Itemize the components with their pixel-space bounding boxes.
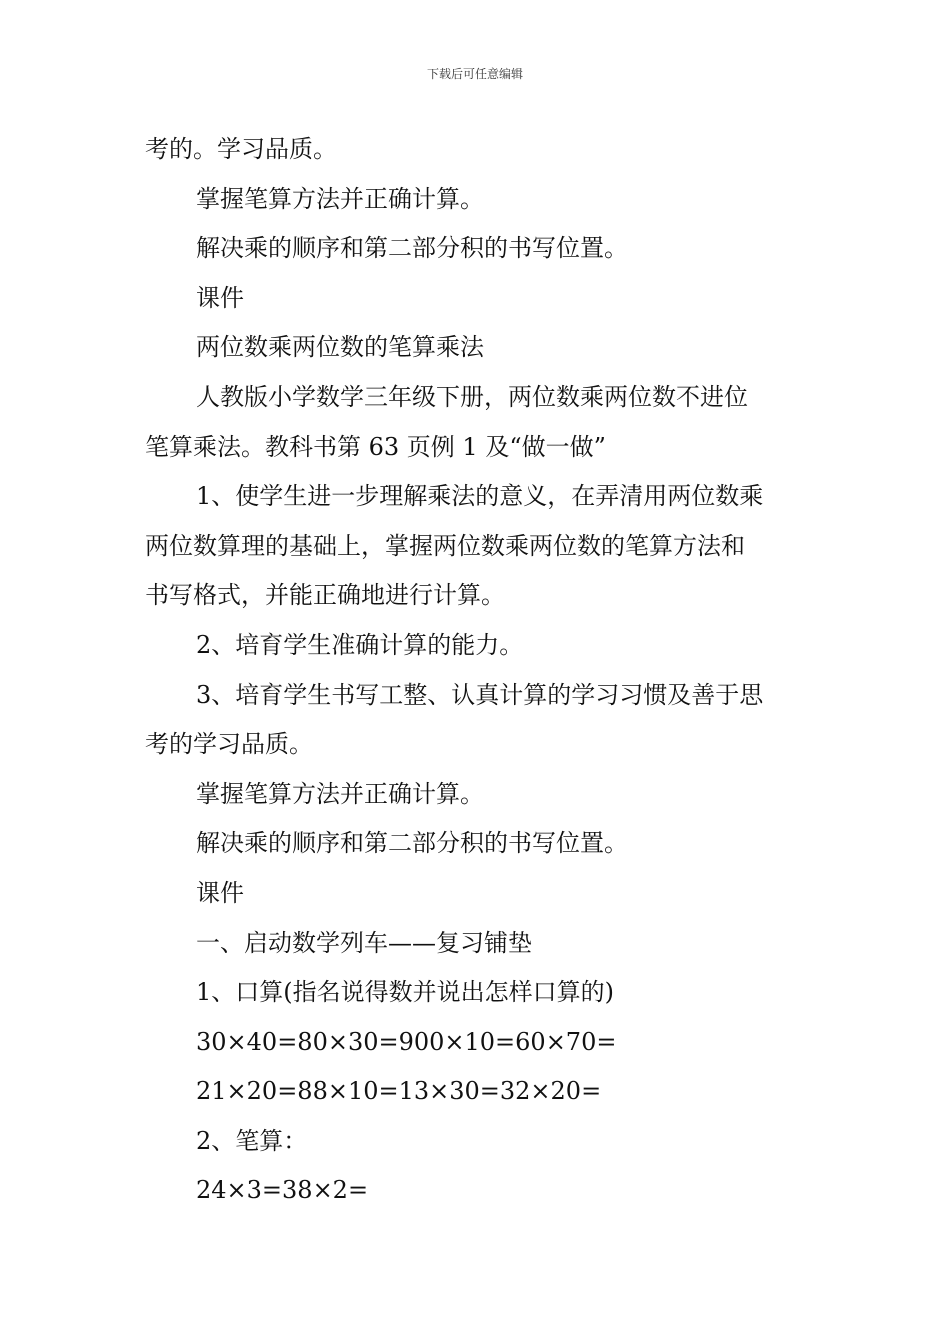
text-line: 3、培育学生书写工整、认真计算的学习习惯及善于思 xyxy=(196,680,764,709)
text-line: 书写格式，并能正确地进行计算。 xyxy=(145,581,505,610)
text-line: 2、培育学生准确计算的能力。 xyxy=(196,630,524,659)
text-line: 一、启动数学列车——复习铺垫 xyxy=(196,928,532,957)
text-line: 1、使学生进一步理解乘法的意义，在弄清用两位数乘 xyxy=(196,482,764,511)
text-line: 2、笔算： xyxy=(196,1126,308,1155)
text-line: 24×3=38×2= xyxy=(196,1176,369,1205)
text-line: 1、口算(指名说得数并说出怎样口算的) xyxy=(196,978,614,1007)
page-header: 下载后可任意编辑 xyxy=(426,67,523,81)
text-line: 课件 xyxy=(196,878,244,907)
text-line: 考的。学习品质。 xyxy=(145,135,337,163)
text-line: 掌握笔算方法并正确计算。 xyxy=(196,184,484,213)
document-body xyxy=(145,125,815,1216)
text-line: 解决乘的顺序和第二部分积的书写位置。 xyxy=(196,234,628,263)
text-line: 21×20=88×10=13×30=32×20= xyxy=(196,1077,602,1106)
text-line: 两位数算理的基础上，掌握两位数乘两位数的笔算方法和 xyxy=(145,531,745,560)
text-line: 课件 xyxy=(196,283,244,312)
text-line: 考的学习品质。 xyxy=(145,730,313,759)
text-line: 掌握笔算方法并正确计算。 xyxy=(196,779,484,808)
text-line: 人教版小学数学三年级下册，两位数乘两位数不进位 xyxy=(196,382,748,411)
text-line: 笔算乘法。教科书第 63 页例 1 及“做一做” xyxy=(145,432,606,461)
text-line: 两位数乘两位数的笔算乘法 xyxy=(196,333,484,362)
text-line: 30×40=80×30=900×10=60×70= xyxy=(196,1027,617,1056)
text-line: 解决乘的顺序和第二部分积的书写位置。 xyxy=(196,829,628,858)
